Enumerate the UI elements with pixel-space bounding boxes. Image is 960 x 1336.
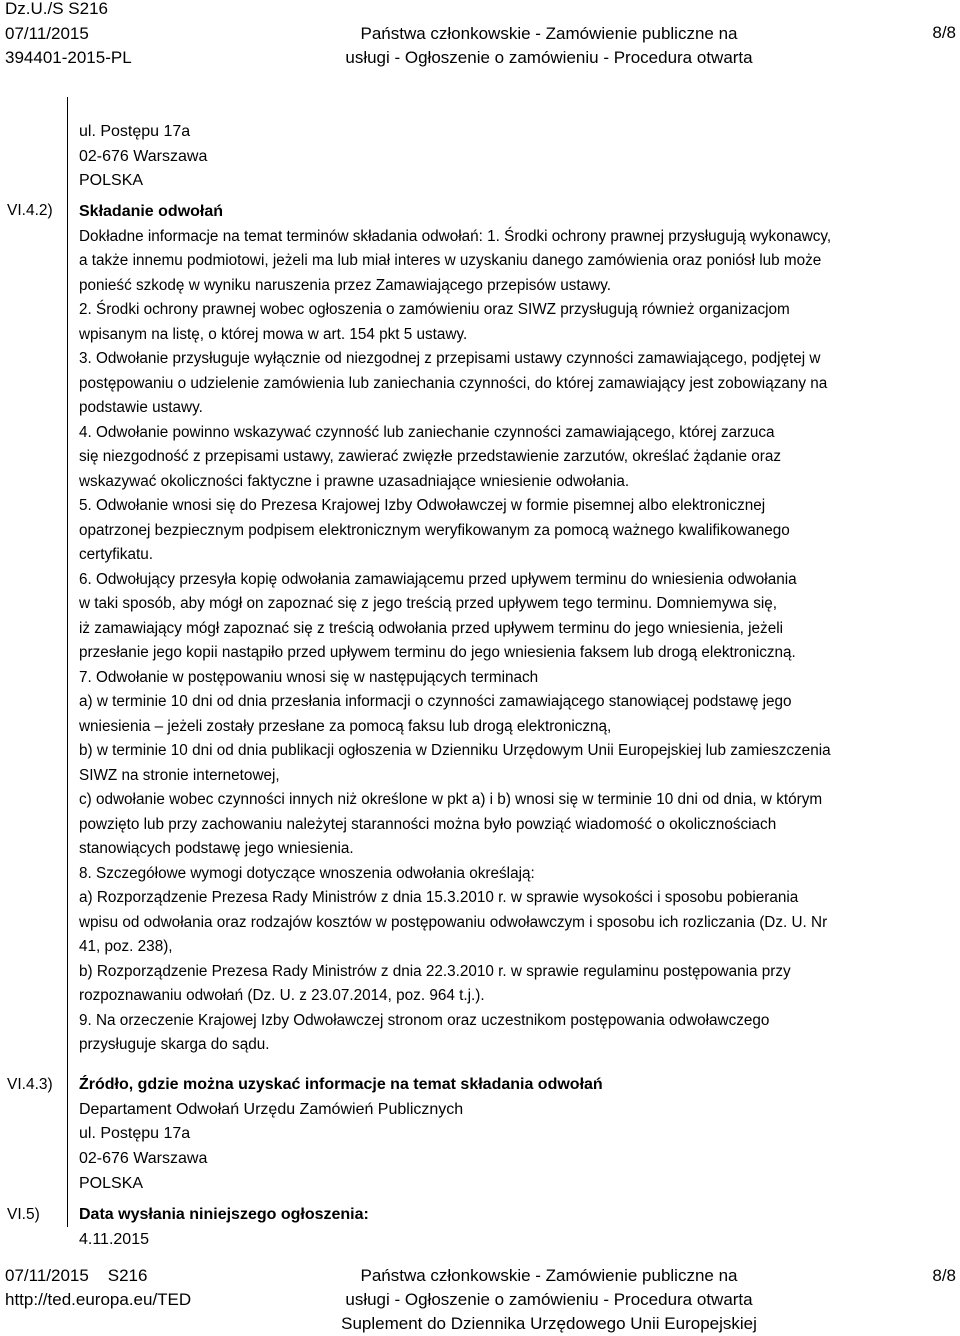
text-line: Dokładne informacje na temat terminów składania odwołań: 1. Środki ochrony prawnej przysługują wykonawcy, (79, 227, 832, 245)
page-header (0, 0, 960, 76)
review-body-name: Departament Odwołań Urzędu Zamówień Publicznych (79, 1100, 464, 1118)
footer-title-line2: usługi - Ogłoszenie o zamówieniu - Procedura otwarta (345, 1290, 753, 1309)
text-line: a) Rozporządzenie Prezesa Rady Ministrów z dnia 15.3.2010 r. w sprawie wysokości i sposobu pobierania (79, 889, 799, 906)
text-line: powzięto lub przy zachowaniu należytej staranności można było powziąć wiadomość o okolicznościach (79, 815, 777, 833)
page-footer (0, 1264, 960, 1334)
text-line: w taki sposób, aby mógł on zapoznać się z jego treścią przed upływem tego terminu. Domniemywa się, (79, 595, 778, 612)
footer-center (304, 1264, 794, 1336)
footer-code: S216 (107, 1266, 148, 1285)
header-page-number: 8/8 (932, 23, 956, 42)
text-line: opatrzonej bezpiecznym podpisem elektronicznym weryfikowanym za pomocą ważnego kwalifikowanego (79, 521, 790, 539)
address-country: POLSKA (79, 1174, 144, 1192)
footer-title-line1: Państwa członkowskie - Zamówienie publiczne na (360, 1266, 738, 1285)
header-journal-ref: Dz.U./S S216 (5, 0, 108, 18)
text-line: a także innemu podmiotowi, jeżeli ma lub miał interes w uzyskaniu danego zamówienia oraz poniósł lub może (79, 252, 822, 269)
header-title-line1: Państwa członkowskie - Zamówienie publiczne na (360, 23, 738, 43)
section-vi-4-3 (79, 1073, 954, 1196)
text-line: 4. Odwołanie powinno wskazywać czynność lub zaniechanie czynności zamawiającego, której zarzuca (79, 423, 775, 441)
address-city: 02-676 Warszawa (79, 1149, 208, 1167)
text-line: podstawie ustawy. (79, 399, 203, 416)
header-date: 07/11/2015 (5, 23, 89, 43)
text-line: 41, poz. 238), (79, 938, 173, 955)
margin-divider (67, 97, 68, 1227)
section-vi-4-2 (79, 200, 954, 1058)
address-city: 02-676 Warszawa (79, 147, 208, 165)
text-line: wpisanym na listę, o której mowa w art. 154 pkt 5 ustawy. (79, 325, 468, 343)
text-line: 2. Środki ochrony prawnej wobec ogłoszenia o zamówieniu oraz SIWZ przysługują również organizacjom (79, 301, 790, 318)
text-line: się niezgodność z przepisami ustawy, zawierać zwięzłe przedstawienie zarzutów, określać żądanie oraz (79, 448, 781, 465)
text-line: wpisu od odwołania oraz rodzajów kosztów w postępowaniu odwoławczym i sposobu ich rozliczania (Dz. U. Nr (79, 913, 828, 931)
text-line: iż zamawiający mógł zapoznać się z treścią odwołania przed upływem terminu do jego wniesienia, jeżeli (79, 619, 783, 637)
top-address (79, 120, 954, 194)
text-line: a) w terminie 10 dni od dnia przesłania informacji o czynności zamawiającego stanowiącej podstawę jego (79, 693, 792, 710)
text-line: rozpoznawaniu odwołań (Dz. U. z 23.07.2014, poz. 964 t.j.). (79, 987, 485, 1004)
text-line: 8. Szczegółowe wymogi dotyczące wnoszenia odwołania określają: (79, 864, 535, 882)
header-left (5, 0, 132, 71)
text-line: 3. Odwołanie przysługuje wyłącznie od niezgodnej z przepisami ustawy czynności zamawiającego, podjętej w (79, 350, 821, 367)
footer-date: 07/11/2015 (5, 1266, 89, 1285)
text-line: b) w terminie 10 dni od dnia publikacji ogłoszenia w Dzienniku Urzędowym Unii Europejskiej lub zamieszczenia (79, 742, 831, 759)
text-line: c) odwołanie wobec czynności innych niż określone w pkt a) i b) wnosi się w terminie 10 dni od dnia, w którym (79, 791, 823, 808)
footer-left (5, 1264, 191, 1312)
text-line: 6. Odwołujący przesyła kopię odwołania zamawiającemu przed upływem terminu do wniesienia odwołania (79, 570, 797, 588)
section-title: Składanie odwołań (79, 203, 224, 220)
section-number-vi-4-2: VI.4.2) (7, 202, 53, 219)
text-line: przysługuje skarga do sądu. (79, 1036, 270, 1053)
section-number-vi-5: VI.5) (7, 1206, 40, 1223)
section-body (79, 225, 954, 1058)
text-line: przesłanie jego kopii nastąpiło przed upływem terminu do jego wniesienia faksem lub drogą elektroniczną. (79, 644, 796, 661)
section-title: Źródło, gdzie można uzyskać informacje na temat składania odwołań (79, 1076, 603, 1093)
text-line: stanowiących podstawę jego wniesienia. (79, 840, 354, 857)
text-line: certyfikatu. (79, 546, 153, 563)
address-country: POLSKA (79, 172, 144, 190)
text-line: SIWZ na stronie internetowej, (79, 766, 280, 784)
text-line: 5. Odwołanie wnosi się do Prezesa Krajowej Izby Odwoławczej w formie pisemnej albo elektronicznej (79, 497, 766, 514)
header-title-line2: usługi - Ogłoszenie o zamówieniu - Procedura otwarta (345, 48, 753, 67)
section-vi-5 (79, 1203, 954, 1252)
text-line: wskazywać okoliczności faktyczne i prawne uzasadniające wniesienie odwołania. (79, 472, 630, 490)
footer-url[interactable]: http://ted.europa.eu/TED (5, 1290, 192, 1309)
text-line: wniesienia – jeżeli zostały przesłane za pomocą faksu lub drogą elektroniczną, (79, 717, 612, 735)
text-line: 9. Na orzeczenie Krajowej Izby Odwoławczej stronom oraz uczestnikom postępowania odwoławczego (79, 1011, 770, 1029)
header-center (334, 0, 764, 71)
section-number-vi-4-3: VI.4.3) (7, 1076, 53, 1093)
footer-page-number: 8/8 (932, 1266, 956, 1285)
address-street: ul. Postępu 17a (79, 1125, 191, 1143)
footer-title-line3: Suplement do Dziennika Urzędowego Unii Europejskiej (341, 1314, 757, 1333)
text-line: postępowaniu o udzielenie zamówienia lub zaniechania czynności, do której zamawiający jest zobowiązany na (79, 374, 828, 392)
section-title: Data wysłania niniejszego ogłoszenia: (79, 1206, 369, 1223)
text-line: 7. Odwołanie w postępowaniu wnosi się w następujących terminach (79, 668, 539, 686)
header-notice-id: 394401-2015-PL (5, 48, 132, 67)
dispatch-date: 4.11.2015 (79, 1230, 149, 1248)
address-street: ul. Postępu 17a (79, 123, 191, 140)
text-line: b) Rozporządzenie Prezesa Rady Ministrów z dnia 22.3.2010 r. w sprawie regulaminu postępowania przy (79, 962, 791, 980)
text-line: ponieść szkodę w wyniku naruszenia przez Zamawiającego przepisów ustawy. (79, 276, 611, 294)
